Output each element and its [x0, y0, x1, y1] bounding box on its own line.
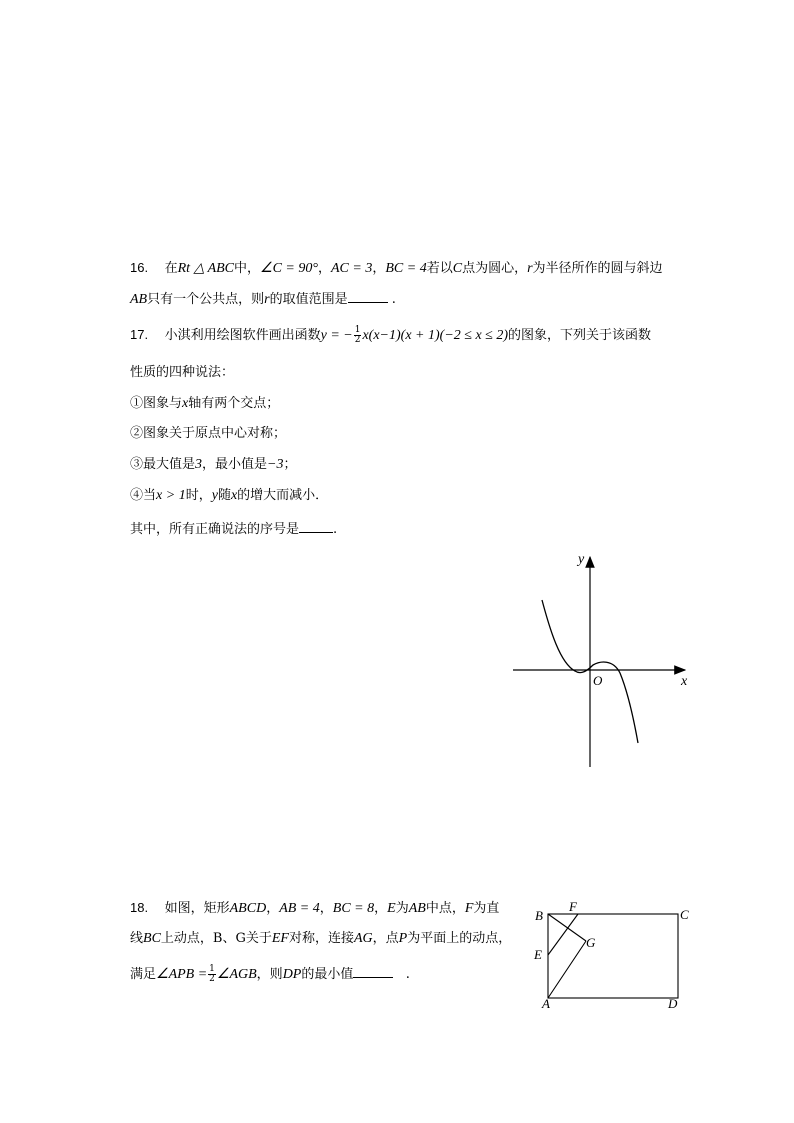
q16-text: 为半径所作的圆与斜边: [532, 261, 663, 276]
label-f: F: [569, 900, 577, 914]
q18-text: 满足: [130, 967, 157, 982]
q16-text: .: [391, 292, 396, 307]
q16-angle: ∠C = 90°: [260, 261, 318, 276]
q16-text: 中，: [234, 261, 261, 276]
q18-var: DP: [282, 967, 302, 982]
q18-sep: ，: [374, 901, 388, 916]
segment-ag: [548, 941, 586, 998]
q16-sep: ，: [317, 261, 331, 276]
q18-text: 线: [130, 931, 144, 946]
q18-text: 对称，连接: [288, 931, 354, 946]
q18-text: ，则: [256, 967, 283, 982]
q18-var: F: [464, 901, 474, 916]
q17-text: 轴有两个交点；: [188, 396, 280, 411]
q16-answer-blank[interactable]: [348, 290, 388, 303]
q17-text: 当: [143, 488, 157, 503]
q17-frac-num: 1: [354, 325, 361, 335]
q18-var: AG: [353, 931, 373, 946]
label-e: E: [534, 947, 542, 962]
q18-text: 为平面上的动点，: [407, 931, 512, 946]
q16-text: 在: [164, 261, 178, 276]
q17-mark: ①: [130, 396, 144, 411]
q16-r: r: [264, 292, 270, 307]
y-axis-label: y: [578, 552, 585, 567]
q18-var: AB: [408, 901, 426, 916]
q17-mark: ③: [130, 457, 144, 472]
q18-var: EF: [271, 931, 289, 946]
q17-function-graph: [505, 545, 705, 775]
q18-answer-blank[interactable]: [353, 965, 393, 978]
q18-number: 18.: [130, 900, 149, 915]
q17-mark: ②: [130, 426, 144, 441]
q17-frac-den: 2: [354, 335, 361, 345]
q17-text: 时，: [185, 488, 212, 503]
q16-sep: ，: [372, 261, 386, 276]
q18-text: 中点，: [425, 901, 465, 916]
q17-text: ，最小值是: [202, 457, 268, 472]
q16-text: 若以: [426, 261, 453, 276]
segment-bg: [548, 914, 586, 941]
q17-text: 图象关于原点中心对称；: [143, 426, 287, 441]
q17-text: .: [333, 522, 338, 537]
q18-var: P: [398, 931, 408, 946]
q17-line2: [130, 364, 234, 382]
q18-text: ，点: [372, 931, 399, 946]
label-b: B: [535, 908, 543, 923]
q16-number: 16.: [130, 260, 149, 275]
x-axis-label: x: [681, 674, 688, 689]
q18-text: 为直: [473, 901, 500, 916]
q17-function: y = −: [320, 328, 353, 343]
q18-text: 上动点，B、G关于: [160, 931, 272, 946]
q18-ab: AB = 4: [279, 901, 320, 916]
label-a: A: [542, 996, 550, 1010]
q17-text: 其中，所有正确说法的序号是: [130, 522, 300, 537]
q18-sep: ，: [319, 901, 333, 916]
q17-text: 最大值是: [143, 457, 196, 472]
label-d: D: [668, 996, 678, 1010]
q17-statement-1: [130, 395, 279, 413]
label-g: G: [586, 935, 596, 950]
q17-fraction: [354, 326, 362, 345]
q17-var: y: [211, 488, 218, 503]
q17-condition: x > 1: [156, 488, 186, 503]
q17-text: 随: [217, 488, 231, 503]
q18-sep: ，: [266, 901, 280, 916]
q17-statement-4: [130, 487, 328, 505]
q18-bc: BC = 8: [332, 901, 375, 916]
q16-bc: BC = 4: [385, 261, 427, 276]
q16-line1: [130, 259, 663, 278]
segment-ef: [548, 914, 578, 955]
q16-text: 的取值范围是: [269, 292, 348, 307]
q17-text: 图象与: [143, 396, 183, 411]
q18-text: .: [405, 967, 410, 982]
q18-var: BC: [143, 931, 161, 946]
q18-rectangle-figure: [530, 900, 700, 1010]
q16-triangle: Rt △ ABC: [177, 261, 235, 276]
q18-line2: [130, 930, 511, 948]
label-c: C: [680, 907, 689, 922]
q17-line1: [130, 326, 651, 345]
q17-text: 的图象，下列关于该函数: [508, 328, 652, 343]
q16-text: 只有一个公共点，则: [147, 292, 265, 307]
q17-expression: x(x−1)(x + 1)(−2 ≤ x ≤ 2): [362, 328, 509, 343]
q18-var: E: [387, 901, 396, 916]
q17-value: 3: [195, 457, 203, 472]
q17-number: 17.: [130, 327, 149, 342]
q16-point-c: C: [452, 261, 463, 276]
q18-text: 如图，矩形: [164, 901, 230, 916]
q17-mark: ④: [130, 488, 144, 503]
origin-label: O: [593, 673, 603, 688]
q17-text: 小淇利用绘图软件画出函数: [164, 328, 321, 343]
q18-frac-num: 1: [209, 964, 215, 974]
q17-var: x: [182, 396, 189, 411]
rectangle-abcd: [548, 914, 678, 998]
q18-angle: ∠APB =: [156, 967, 208, 982]
q18-text: 为: [395, 901, 409, 916]
q17-value: −3: [267, 457, 284, 472]
q16-line2: [130, 290, 396, 309]
q18-angle: ∠AGB: [216, 967, 257, 982]
q17-answer-blank[interactable]: [299, 520, 333, 533]
q17-statement-3: [130, 456, 297, 474]
q16-r: r: [527, 261, 533, 276]
q16-ac: AC = 3: [331, 261, 373, 276]
q18-rect: ABCD: [229, 901, 267, 916]
q17-statement-2: [130, 425, 286, 443]
q17-var: x: [230, 488, 238, 503]
q17-text: 的增大而减小．: [237, 488, 329, 503]
q17-ask: [130, 520, 337, 539]
q18-line1: [130, 899, 499, 918]
q16-ab: AB: [130, 292, 148, 307]
q16-text: 点为圆心，: [462, 261, 528, 276]
q17-text: 性质的四种说法：: [130, 365, 235, 380]
q18-text: 的最小值: [301, 967, 354, 982]
q18-line3: [130, 965, 410, 984]
q18-fraction: [208, 965, 216, 984]
q17-text: ；: [283, 457, 297, 472]
q18-frac-den: 2: [209, 974, 215, 984]
